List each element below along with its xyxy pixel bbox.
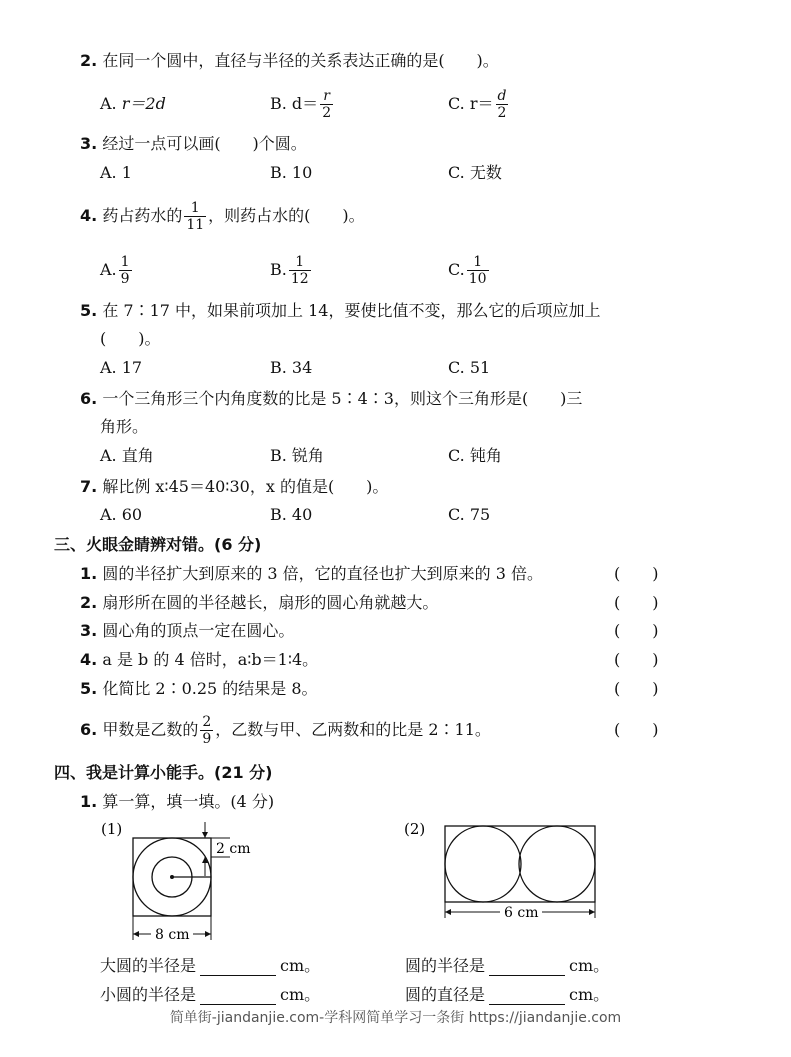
section-title-4: 四、我是计算小能手。(21 分) <box>54 763 273 782</box>
judge-item-1 <box>80 564 543 584</box>
arrowhead <box>589 909 595 915</box>
answer-diameter <box>405 985 609 1005</box>
question-number: 4. <box>80 650 98 669</box>
arrowhead <box>202 832 208 838</box>
arrowhead <box>205 931 211 937</box>
option-a[interactable]: A. 直角 <box>100 446 154 465</box>
option-label: C. r＝ <box>448 94 494 113</box>
question-number: 3. <box>80 134 98 153</box>
judge-item-2 <box>80 593 438 613</box>
option-a[interactable]: A. 1 <box>100 163 132 182</box>
question-text: 算一算，填一填。(4 分) <box>102 792 275 811</box>
question-number: 4. <box>80 206 98 225</box>
option-label: A. <box>100 94 122 113</box>
rectangle <box>445 826 595 902</box>
dim-label-width: 6 cm <box>504 905 539 921</box>
question-3 <box>80 134 307 154</box>
judge-item-3 <box>80 621 294 641</box>
option-a[interactable]: A. 60 <box>100 505 143 524</box>
option-c[interactable]: C. 钝角 <box>448 446 502 465</box>
question-number: 7. <box>80 477 98 496</box>
question-text: a 是 b 的 4 倍时，a∶b＝1∶4。 <box>102 650 319 669</box>
answer-paren[interactable]: ( ) <box>614 679 659 698</box>
fraction <box>119 254 132 287</box>
figure-1 <box>95 818 275 948</box>
section-title-3: 三、火眼金睛辨对错。(6 分) <box>54 535 262 554</box>
option-c[interactable]: C. 51 <box>448 358 491 377</box>
arrowhead <box>133 931 139 937</box>
numerator: 1 <box>190 200 200 216</box>
answer-unit: cm。 <box>280 985 321 1004</box>
question-text: ，则药占水的( )。 <box>208 206 365 225</box>
fraction <box>467 254 489 287</box>
judge-item-5 <box>80 679 318 699</box>
question-number: 6. <box>80 720 98 739</box>
numerator: 2 <box>202 714 212 730</box>
option-label: C. <box>448 260 465 279</box>
numerator: d <box>497 88 507 104</box>
option-b[interactable]: B. 40 <box>270 505 313 524</box>
answer-blank[interactable] <box>200 959 276 976</box>
answer-blank[interactable] <box>489 959 565 976</box>
answer-unit: cm。 <box>280 956 321 975</box>
question-text: 在 7∶17 中，如果前项加上 14，要使比值不变，那么它的后项应加上 <box>102 301 601 320</box>
answer-paren[interactable]: ( ) <box>614 593 659 612</box>
option-a[interactable]: A. 17 <box>100 358 143 377</box>
option-c[interactable]: C. 75 <box>448 505 491 524</box>
question-number: 6. <box>80 389 98 408</box>
question-text: ，乙数与甲、乙两数和的比是 2∶11。 <box>215 720 491 739</box>
question-text: 一个三角形三个内角度数的比是 5∶4∶3，则这个三角形是( )三 <box>102 389 583 408</box>
option-label: B. <box>270 260 287 279</box>
judge-item-6 <box>80 710 491 750</box>
option-a[interactable] <box>100 250 134 290</box>
question-number: 2. <box>80 51 98 70</box>
option-b[interactable] <box>270 250 313 290</box>
option-c[interactable]: C. 无数 <box>448 163 502 182</box>
denominator: 12 <box>290 271 309 287</box>
option-b[interactable]: B. 锐角 <box>270 446 324 465</box>
question-number: 2. <box>80 593 98 612</box>
option-a[interactable] <box>100 94 166 114</box>
question-text: 扇形所在圆的半径越长，扇形的圆心角就越大。 <box>102 593 439 612</box>
judge-item-4 <box>80 650 318 670</box>
figure-2 <box>400 818 610 928</box>
dim-label-inner: 2 cm <box>216 841 251 857</box>
denominator: 9 <box>120 271 130 287</box>
answer-label: 小圆的半径是 <box>100 985 197 1004</box>
left-circle <box>445 826 521 902</box>
option-b[interactable] <box>270 84 335 124</box>
answer-radius <box>405 956 609 976</box>
numerator: 1 <box>120 254 130 270</box>
option-b[interactable]: B. 10 <box>270 163 313 182</box>
numerator: r <box>323 88 330 104</box>
denominator: 2 <box>322 105 332 121</box>
answer-unit: cm。 <box>569 956 610 975</box>
denominator: 9 <box>202 731 212 747</box>
right-circle <box>519 826 595 902</box>
question-text: 甲数是乙数的 <box>102 720 199 739</box>
numerator: 1 <box>473 254 483 270</box>
footer-watermark: 简单街-jiandanjie.com-学科网简单学习一条街 https://jiandanjie.com <box>169 1010 622 1026</box>
option-c[interactable] <box>448 84 510 124</box>
question-4 <box>80 196 365 236</box>
dim-label-outer: 8 cm <box>155 927 190 943</box>
question-text: 解比例 x∶45＝40∶30，x 的值是( )。 <box>102 477 389 496</box>
question-5 <box>80 301 600 321</box>
question-number: 5. <box>80 679 98 698</box>
option-c[interactable] <box>448 250 491 290</box>
question-number: 5. <box>80 301 98 320</box>
question-6 <box>80 389 582 409</box>
question-text: 化简比 2∶0.25 的结果是 8。 <box>102 679 318 698</box>
question-text: 经过一点可以画( )个圆。 <box>102 134 307 153</box>
question-text: 圆的半径扩大到原来的 3 倍，它的直径也扩大到原来的 3 倍。 <box>102 564 544 583</box>
answer-paren[interactable]: ( ) <box>614 621 659 640</box>
sub-question-1 <box>80 792 274 812</box>
fraction <box>289 254 311 287</box>
question-text: 药占药水的 <box>102 206 183 225</box>
denominator: 2 <box>497 105 507 121</box>
question-number: 1. <box>80 564 98 583</box>
answer-paren[interactable]: ( ) <box>614 720 659 739</box>
question-2 <box>80 51 499 71</box>
question-text: 圆心角的顶点一定在圆心。 <box>102 621 295 640</box>
answer-label: 大圆的半径是 <box>100 956 197 975</box>
fraction <box>320 88 333 121</box>
arrowhead <box>445 909 451 915</box>
question-number: 3. <box>80 621 98 640</box>
answer-blank[interactable] <box>489 988 565 1005</box>
answer-paren[interactable]: ( ) <box>614 650 659 669</box>
fraction <box>200 714 213 747</box>
fraction <box>496 88 509 121</box>
answer-label: 圆的直径是 <box>405 985 486 1004</box>
answer-small-radius <box>100 985 320 1005</box>
answer-paren[interactable]: ( ) <box>614 564 659 583</box>
option-expr: r＝2d <box>121 94 166 113</box>
option-b[interactable]: B. 34 <box>270 358 313 377</box>
denominator: 10 <box>468 271 487 287</box>
fraction <box>184 200 206 233</box>
question-text: 在同一个圆中，直径与半径的关系表达正确的是( )。 <box>102 51 499 70</box>
figure-label: (1) <box>101 820 123 838</box>
question-6-cont: 角形。 <box>100 417 149 436</box>
question-7 <box>80 477 388 497</box>
option-label: B. d＝ <box>270 94 319 113</box>
question-number: 1. <box>80 792 98 811</box>
answer-unit: cm。 <box>569 985 610 1004</box>
question-5-cont: ( )。 <box>100 329 161 348</box>
denominator: 11 <box>186 217 205 233</box>
answer-label: 圆的半径是 <box>405 956 486 975</box>
option-label: A. <box>100 260 117 279</box>
answer-big-radius <box>100 956 320 976</box>
figure-label: (2) <box>404 820 426 838</box>
numerator: 1 <box>295 254 305 270</box>
answer-blank[interactable] <box>200 988 276 1005</box>
